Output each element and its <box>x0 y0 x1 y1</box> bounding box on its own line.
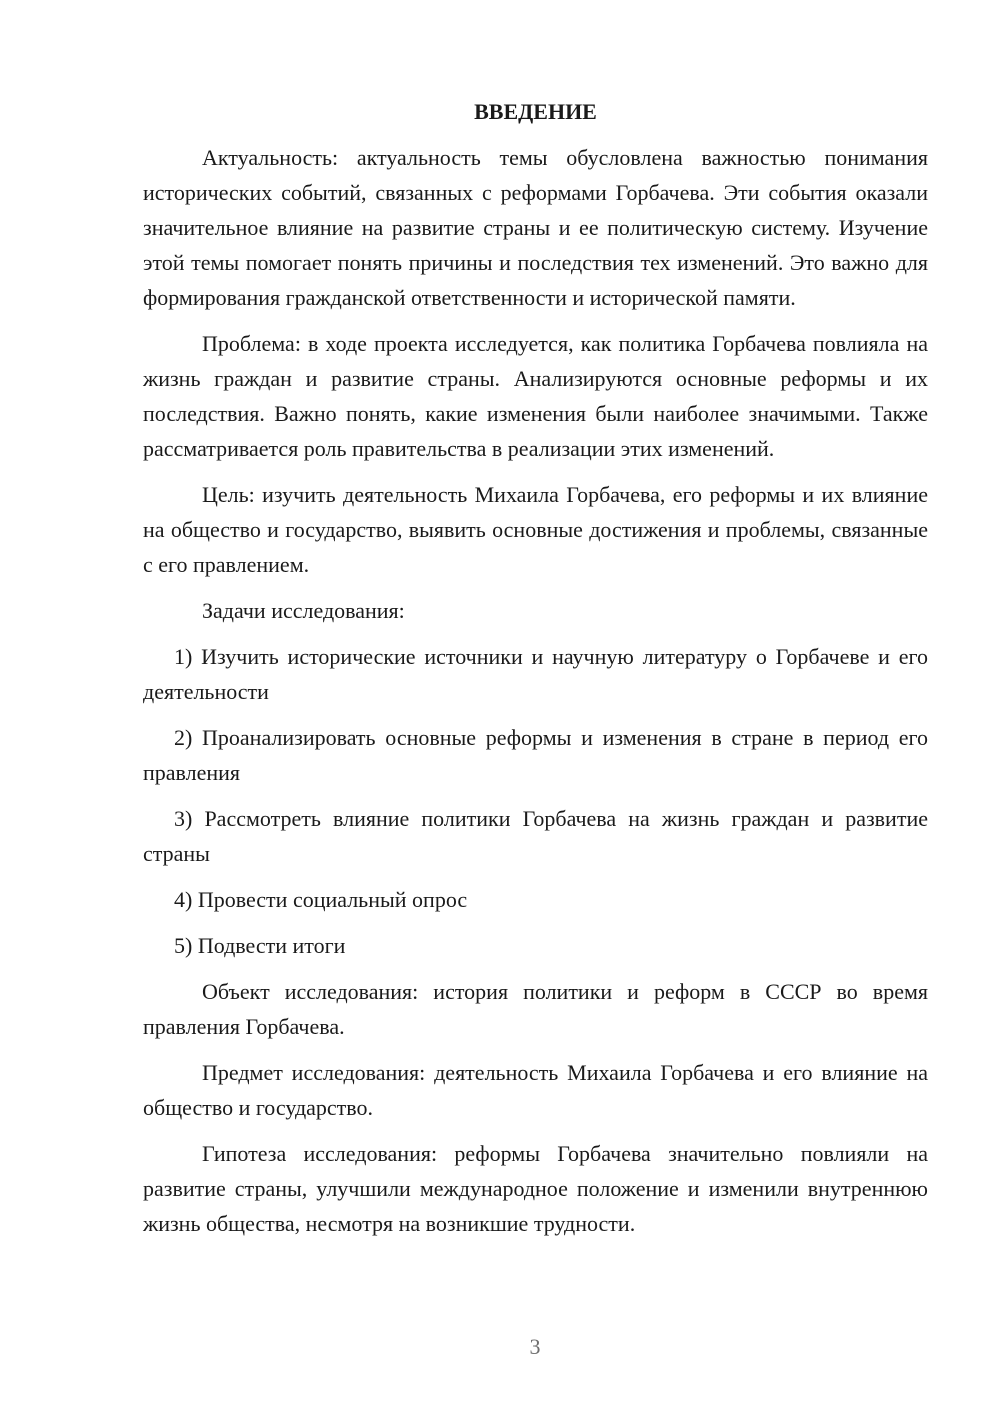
task-item-5: 5) Подвести итоги <box>174 933 346 958</box>
task-item-4: 4) Провести социальный опрос <box>174 887 468 912</box>
section-title: ВВЕДЕНИЕ <box>474 99 597 124</box>
problem-paragraph: Проблема: в ходе проекта исследуется, как политика Горбачева повлияла на жизнь граждан и развитие страны. Анализируются основные реформы и их последствия. Важно понять, какие изменения были наиболее значимыми. Также рассматривается роль правительства в реализации этих изменений. <box>143 331 928 461</box>
hypothesis-paragraph: Гипотеза исследования: реформы Горбачева значительно повлияли на развитие страны, улучшили международное положение и изменили внутреннюю жизнь общества, несмотря на возникшие трудности. <box>143 1141 928 1236</box>
page-number: 3 <box>529 1334 541 1359</box>
task-item-1: 1) Изучить исторические источники и научную литературу о Горбачеве и его деятельности <box>143 644 928 704</box>
task-item-2: 2) Проанализировать основные реформы и изменения в стране в период его правления <box>143 725 928 785</box>
task-item-3: 3) Рассмотреть влияние политики Горбачева на жизнь граждан и развитие страны <box>143 806 928 866</box>
page-content <box>143 96 928 1241</box>
tasks-heading: Задачи исследования: <box>202 598 405 623</box>
goal-paragraph: Цель: изучить деятельность Михаила Горбачева, его реформы и их влияние на общество и государство, выявить основные достижения и проблемы, связанные с его правлением. <box>143 482 928 577</box>
subject-paragraph: Предмет исследования: деятельность Михаила Горбачева и его влияние на общество и государство. <box>143 1060 928 1120</box>
object-paragraph: Объект исследования: история политики и реформ в СССР во время правления Горбачева. <box>143 979 928 1039</box>
relevance-paragraph: Актуальность: актуальность темы обусловлена важностью понимания исторических событий, связанных с реформами Горбачева. Эти события оказали значительное влияние на развитие страны и ее политическую систему. Изучение этой темы помогает понять причины и последствия тех изменений. Это важно для формирования гражданской ответственности и исторической памяти. <box>143 145 928 310</box>
